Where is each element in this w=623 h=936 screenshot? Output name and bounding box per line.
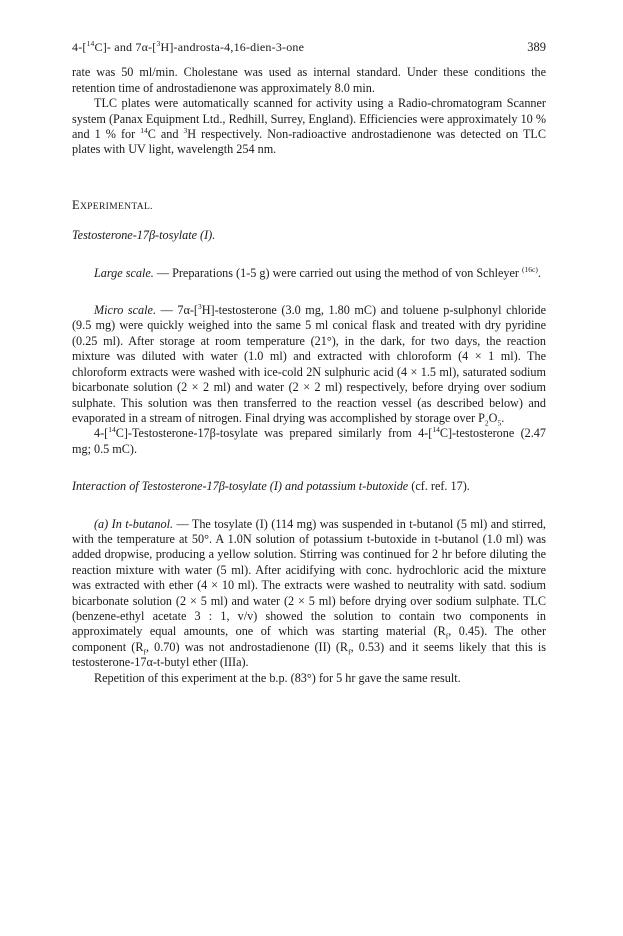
running-header xyxy=(72,40,546,55)
page-number: 389 xyxy=(527,40,546,54)
paragraph-repetition: Repetition of this experiment at the b.p. (83°) for 5 hr gave the same result. xyxy=(94,670,461,685)
paragraph-micro-scale: Micro scale. — 7α-[$^3$H]-testosterone (3.0 mg, 1.80 mC) and toluene p-sulphonyl chloride (9.5 mg) were quickly weighed into the same 5 ml conical flask and treated with dry pyridine (0.25 ml). After storage at room temperature (21°), in the dark, for two days, the reaction mixture was diluted with water (1.0 ml) and extracted with chloroform (4 × 1 ml). The chloroform extracts were washed with ice-cold 2N sulphuric acid (4 × 1.5 ml), saturated sodium bicarbonate solution (2 × 2 ml) and water (2 × 2 ml) respectively, before drying over sodium sulphate. This solution was then transferred to the reaction vessel (as described below) and evaporated in a stream of nitrogen. Final drying was accomplished by storage over $P_2O_5$. xyxy=(72,302,546,428)
paragraph-c14-tosylate: 4-[$^{14}$C]-Testosterone-17β-tosylate was prepared similarly from 4-[$^{14}$C]-testosterone (2.47 mg; 0.5 mC). xyxy=(72,425,546,456)
paragraph-tlc-scanning: TLC plates were automatically scanned for activity using a Radio-chromatogram Scanner system (Panax Equipment Ltd., Redhill, Surrey, England). Efficiencies were approximately 10 % and 1 % for $^{14}$C and $^3$H respectively. Non-radioactive androstadienone was detected on TLC plates with UV light, wavelength 254 nm. xyxy=(72,96,546,157)
paragraph-gc-conditions: rate was 50 ml/min. Cholestane was used as internal standard. Under these conditions the retention time of androstadienone was approximately 8.0 min. xyxy=(72,65,546,95)
running-title: 4-[$^{14}$C]- and 7α-[$^3$H]-androsta-4,16-dien-3-one xyxy=(72,39,305,54)
subheading-testosterone-tosylate: Testosterone-17β-tosylate (I). xyxy=(72,228,216,243)
subheading-interaction: Interaction of Testosterone-17β-tosylate (I) and potassium t-butoxide (cf. ref. 17). xyxy=(72,479,470,494)
paragraph-t-butanol: (a) In t-butanol. — The tosylate (I) (114 mg) was suspended in t-butanol (5 ml) and stirred, with the temperature at 50°. A 1.0N solution of potassium t-butoxide in t-butanol (1.0 ml) was added dropwise, producing a yellow solution. Stirring was continued for 2 hr before diluting the reaction mixture with water (5 ml). After acidifying with conc. hydrochloric acid the mixture was extracted with ether (4 × 10 ml). The extracts were washed to neutrality with satd. sodium bicarbonate solution (2 × 5 ml) and water (2 × 5 ml) before drying over sodium sulphate. TLC (benzene-ethyl acetate 3 : 1, v/v) showed the solution to contain two components in approximately equal amounts, one of which was starting material ($R_f$, 0.45). The other component ($R_f$, 0.70) was not androstadienone (II) ($R_f$, 0.53) and it seems likely that this is testosterone-17α-t-butyl ether (IIIa). xyxy=(72,516,547,670)
paragraph-large-scale: Large scale. — Preparations (1-5 g) were carried out using the method of von Schleyer $^{(16c)}$. xyxy=(94,264,541,280)
section-heading-experimental: EXPERIMENTAL. xyxy=(72,197,153,212)
journal-page xyxy=(72,40,546,686)
